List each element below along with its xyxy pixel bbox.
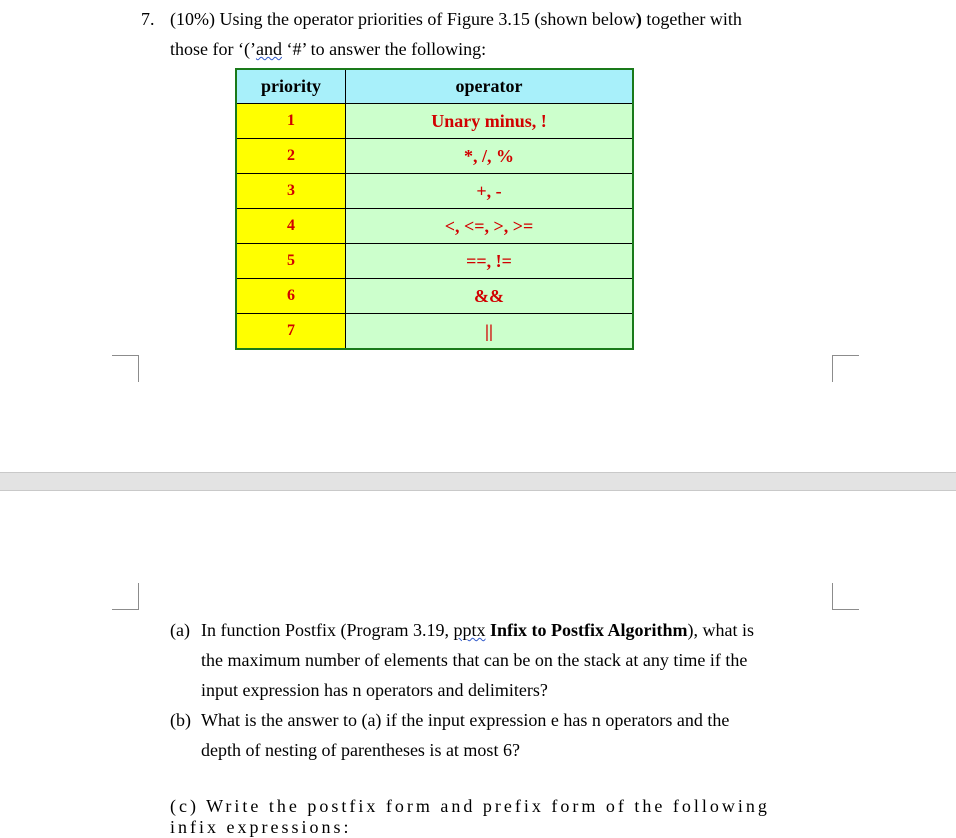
part-a-label: (a)	[170, 620, 190, 640]
table-row	[236, 139, 633, 174]
part-b-line-1: What is the answer to (a) if the input expression e has n operators and the	[201, 710, 730, 730]
part-a-line-3: input expression has n operators and delimiters?	[201, 680, 548, 700]
part-a-line-1: In function Postfix (Program 3.19, pptx Infix to Postfix Algorithm), what is	[201, 620, 754, 640]
cut-off-text-line: (c) Write the postfix form and prefix form of the following infix expressions:	[170, 796, 770, 837]
priority-cell: 6	[236, 279, 346, 314]
operator-cell: *, /, %	[346, 139, 634, 174]
page-corner-mark-bottom-left	[112, 355, 139, 382]
operator-cell: &&	[346, 279, 634, 314]
priority-cell: 5	[236, 244, 346, 279]
operator-priority-table	[235, 68, 634, 350]
table-header-row	[236, 69, 633, 104]
part-b-label: (b)	[170, 710, 191, 730]
priority-cell: 7	[236, 314, 346, 350]
page-corner-mark-top-right	[832, 583, 859, 610]
table-row	[236, 104, 633, 139]
table-row	[236, 174, 633, 209]
priority-cell: 2	[236, 139, 346, 174]
table-row	[236, 279, 633, 314]
question-text-line-1: (10%) Using the operator priorities of Figure 3.15 (shown below) together with	[170, 9, 742, 29]
operator-cell: Unary minus, !	[346, 104, 634, 139]
page-corner-mark-bottom-right	[832, 355, 859, 382]
operator-cell: ==, !=	[346, 244, 634, 279]
priority-cell: 1	[236, 104, 346, 139]
part-a-line-2: the maximum number of elements that can be on the stack at any time if the	[201, 650, 748, 670]
priority-cell: 4	[236, 209, 346, 244]
page-corner-mark-top-left	[112, 583, 139, 610]
operator-cell: <, <=, >, >=	[346, 209, 634, 244]
spellcheck-word[interactable]: and	[255, 39, 282, 59]
spellcheck-word[interactable]: pptx	[453, 620, 486, 640]
question-text-line-2: those for ‘(’and ‘#’ to answer the following:	[170, 39, 487, 59]
page-break-gap	[0, 472, 956, 491]
part-b-line-2: depth of nesting of parentheses is at most 6?	[201, 740, 520, 760]
header-priority: priority	[236, 69, 346, 104]
table-row	[236, 244, 633, 279]
table-row	[236, 314, 633, 350]
header-operator: operator	[346, 69, 634, 104]
question-number: 7.	[141, 9, 155, 29]
priority-cell: 3	[236, 174, 346, 209]
operator-cell: ||	[346, 314, 634, 350]
operator-cell: +, -	[346, 174, 634, 209]
table-row	[236, 209, 633, 244]
